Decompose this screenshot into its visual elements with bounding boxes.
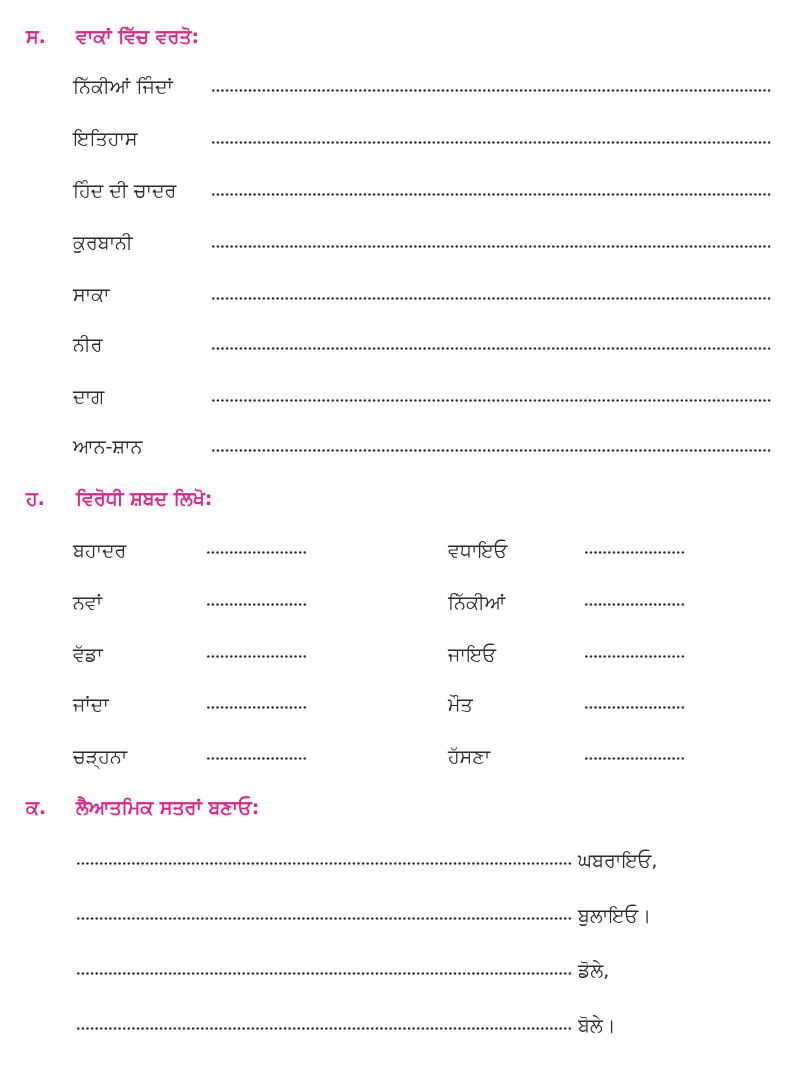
antonym-word: ਜਾਇਓ (448, 644, 496, 666)
verse-ending: ਬੋਲੇ। (578, 1015, 616, 1037)
answer-line[interactable] (584, 757, 684, 760)
sentence-word: ਆਨ-ਸ਼ਾਨ (73, 436, 143, 458)
verse-ending: ਘਬਰਾਇਓ, (578, 850, 658, 872)
antonym-word: ਚੜ੍ਹਨਾ (73, 746, 128, 768)
antonym-word: ਨਵਾਂ (73, 592, 103, 614)
answer-line[interactable] (76, 862, 573, 865)
sentence-word: ਕੁਰਬਾਨੀ (73, 232, 133, 254)
answer-line[interactable] (76, 972, 573, 975)
sentence-word: ਨੀਰ (73, 334, 103, 356)
section-h-title: ਵਿਰੋਧੀ ਸ਼ਬਦ ਲਿਖੋ: (76, 488, 213, 510)
answer-line[interactable] (211, 449, 771, 452)
antonym-word: ਬਹਾਦਰ (73, 540, 127, 562)
answer-line[interactable] (76, 1027, 573, 1030)
answer-line[interactable] (584, 603, 684, 606)
answer-line[interactable] (211, 297, 771, 300)
antonym-word: ਵੱਡਾ (73, 644, 103, 666)
antonym-word: ਨਿੱਕੀਆਂ (448, 592, 506, 614)
section-k-title: ਲੈਆਤਮਿਕ ਸਤਰਾਂ ਬਣਾਓ: (76, 797, 260, 819)
answer-line[interactable] (211, 141, 771, 144)
answer-line[interactable] (206, 706, 306, 709)
answer-line[interactable] (211, 245, 771, 248)
sentence-word: ਨਿੱਕੀਆਂ ਜਿੰਦਾਂ (73, 76, 173, 98)
answer-line[interactable] (584, 551, 684, 554)
section-s-title: ਵਾਕਾਂ ਵਿੱਚ ਵਰਤੋ: (76, 26, 200, 48)
answer-line[interactable] (211, 193, 771, 196)
answer-line[interactable] (584, 706, 684, 709)
sentence-word: ਹਿੰਦ ਦੀ ਚਾਦਰ (73, 180, 177, 202)
sentence-word: ਇਤਿਹਾਸ (73, 128, 138, 150)
answer-line[interactable] (211, 399, 771, 402)
answer-line[interactable] (206, 551, 306, 554)
answer-line[interactable] (206, 603, 306, 606)
sentence-word: ਸਾਕਾ (73, 284, 110, 306)
antonym-word: ਜਾਂਦਾ (73, 694, 109, 716)
section-h-letter: ਹ. (26, 488, 45, 510)
verse-ending: ਡੋਲੇ, (578, 960, 610, 982)
answer-line[interactable] (206, 757, 306, 760)
answer-line[interactable] (206, 655, 306, 658)
sentence-word: ਦਾਗ (73, 386, 105, 408)
answer-line[interactable] (211, 89, 771, 92)
answer-line[interactable] (584, 655, 684, 658)
section-s-letter: ਸ. (26, 26, 46, 48)
antonym-word: ਹੱਸਣਾ (448, 746, 491, 768)
verse-ending: ਬੁਲਾਇਓ। (578, 905, 652, 927)
antonym-word: ਮੌਤ (448, 694, 473, 716)
answer-line[interactable] (76, 917, 573, 920)
antonym-word: ਵਧਾਇਓ (448, 540, 508, 562)
answer-line[interactable] (211, 347, 771, 350)
section-k-letter: ਕ. (26, 797, 47, 819)
